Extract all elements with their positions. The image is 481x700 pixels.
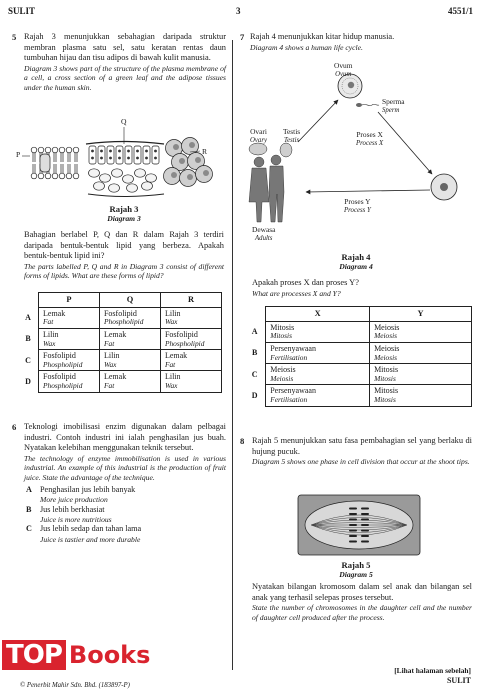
question-number: 8 xyxy=(240,436,245,446)
question-text-ms: Rajah 5 menunjukkan satu fasa pembahagian sel yang berlaku di hujung pucuk. xyxy=(252,436,472,456)
option-cell xyxy=(39,350,100,371)
question-number: 6 xyxy=(12,422,17,432)
question-6 xyxy=(8,422,226,544)
cell-text-ms: Lemak xyxy=(103,372,127,382)
column-header-x: X xyxy=(266,307,370,322)
question-number: 7 xyxy=(240,32,245,42)
cell-text-en: Phospholipid xyxy=(43,380,83,390)
option-text-ms: Penghasilan jus lebih banyak xyxy=(40,484,136,494)
option-cell xyxy=(39,371,100,392)
topbooks-watermark xyxy=(2,640,150,670)
cell-text-en: Wax xyxy=(43,338,56,348)
question-prompt-ms: Apakah proses X dan proses Y? xyxy=(252,278,359,287)
question-5-options-table xyxy=(22,292,222,393)
arrow-to-gametes xyxy=(298,100,338,142)
cell-text-en: Phospholipid xyxy=(43,359,83,369)
option-row xyxy=(22,371,222,392)
cell-text-ms: Mitosis xyxy=(270,322,295,332)
caption-ms: Rajah 3 xyxy=(109,204,139,214)
question-5 xyxy=(8,32,226,93)
diagram-3-figure xyxy=(14,118,224,203)
cell-text-en: Fertilisation xyxy=(270,352,308,362)
option-row xyxy=(22,307,222,328)
option-cell xyxy=(370,385,472,406)
caption-en: Diagram 4 xyxy=(339,262,373,272)
option-cell xyxy=(160,371,221,392)
question-7 xyxy=(240,32,472,52)
cell-text-en: Fat xyxy=(164,359,176,369)
header-sulit: SULIT xyxy=(8,6,36,16)
option-letter: C xyxy=(26,524,32,534)
question-prompt-ms: Nyatakan bilangan kromosom dalam sel anak dan bilangan sel anak yang terhasil selepas proses tersebut. xyxy=(252,582,472,602)
caption-ms: Rajah 4 xyxy=(341,252,371,262)
question-prompt-en: State the number of chromosomes in the daughter cell and the number of daughter cell produced after the process. xyxy=(252,603,472,622)
option-letter: C xyxy=(251,369,258,379)
cell-text-ms: Lemak xyxy=(43,308,66,318)
caption-en: Diagram 5 xyxy=(339,570,373,580)
option-cell xyxy=(370,343,472,364)
cell-text-en: Phospholipid xyxy=(103,317,144,327)
cell-text-ms: Meiosis xyxy=(374,322,400,332)
cell-text-ms: Mitosis xyxy=(374,386,399,396)
question-8-prompt xyxy=(252,582,472,622)
diagram-5-figure xyxy=(297,494,421,556)
option-row xyxy=(248,321,472,342)
cell-text-ms: Fosfolipid xyxy=(43,372,76,382)
question-5-prompt xyxy=(24,230,224,281)
option-letter: C xyxy=(25,355,31,365)
cell-text-ms: Fosfolipid xyxy=(43,351,76,361)
diagram-5-caption xyxy=(240,560,472,580)
question-text-ms: Teknologi imobilisasi enzim digunakan dalam pelbagai industri. Contoh industri ini ialah penghasilan jus buah. Nyatakan kelebihan menggunakan teknik tersebut. xyxy=(24,422,226,453)
option-text-ms: Jus lebih berkhasiat xyxy=(40,504,105,514)
option-cell xyxy=(39,329,100,350)
option-cell xyxy=(39,307,100,328)
page-number: 3 xyxy=(236,6,241,16)
cell-text-ms: Persenyawaan xyxy=(270,344,316,354)
option-cell xyxy=(160,350,221,371)
option-cell xyxy=(160,329,221,350)
publisher-credit: © Penerbit Mahir Sdn. Bhd. (183897-P) xyxy=(20,682,130,689)
cell-text-ms: Lemak xyxy=(164,351,188,361)
question-text-en: The technology of enzyme immobilisation is used in various industrial. An example of this industrial is the production of fruit juice. State the advantage of the technique. xyxy=(24,453,226,483)
question-7-prompt xyxy=(252,278,472,298)
cell-text-en: Mitosis xyxy=(374,373,396,383)
option-cell xyxy=(370,321,472,342)
sperm-cell xyxy=(356,103,362,107)
option-a xyxy=(26,485,226,505)
option-cell xyxy=(266,321,370,342)
ovary-testis-drawing xyxy=(249,143,292,157)
cell-text-en: Wax xyxy=(164,380,178,390)
cell-text-en: Fat xyxy=(103,338,115,348)
question-6-options xyxy=(26,485,226,545)
label-process-x: Proses X Process X xyxy=(356,130,384,147)
column-divider xyxy=(232,40,233,670)
option-letter: A xyxy=(251,327,258,337)
cell-text-en: Mitosis xyxy=(270,331,292,341)
watermark-top: TOP xyxy=(2,640,66,670)
cell-text-en: Meiosis xyxy=(270,373,294,383)
label-testis: Testis Testis xyxy=(283,127,301,144)
cell-text-en: Wax xyxy=(103,359,117,369)
cell-text-en: Wax xyxy=(164,317,178,327)
column-header-q: Q xyxy=(99,293,160,308)
option-c xyxy=(26,524,226,544)
footer-sulit: SULIT xyxy=(446,676,471,685)
cell-text-ms: Mitosis xyxy=(374,365,399,375)
cell-text-ms: Lemak xyxy=(103,330,127,340)
cell-text-ms: Meiosis xyxy=(374,344,400,354)
cell-text-ms: Lilin xyxy=(164,308,181,318)
cell-text-en: Fat xyxy=(43,317,54,327)
label-sperma: Sperma Sperm xyxy=(382,97,405,114)
question-text-en: Diagram 5 shows one phase in cell division that occur at the shoot tips. xyxy=(252,457,470,467)
diagram-4-caption xyxy=(240,252,472,272)
arrow-process-y xyxy=(306,190,430,192)
option-letter: D xyxy=(25,376,31,386)
cell-text-en: Meiosis xyxy=(374,331,398,341)
option-row xyxy=(248,343,472,364)
option-letter: B xyxy=(251,348,258,358)
cell-text-ms: Lilin xyxy=(164,372,181,382)
question-prompt-en: What are processes X and Y? xyxy=(252,288,341,298)
next-page-note: [Lihat halaman sebelah] xyxy=(394,666,471,675)
option-text-en: Juice is tastier and more durable xyxy=(40,534,141,544)
diagram-3-caption xyxy=(24,204,224,224)
label-p: P xyxy=(16,150,21,159)
watermark-books: Books xyxy=(68,641,151,669)
cell-text-ms: Fosfolipid xyxy=(164,330,198,340)
cell-text-ms: Persenyawaan xyxy=(270,386,316,396)
option-cell xyxy=(99,307,160,328)
option-cell xyxy=(266,343,370,364)
cell-text-ms: Meiosis xyxy=(270,365,296,375)
option-cell xyxy=(266,385,370,406)
option-row xyxy=(22,350,222,371)
cell-text-en: Fertilisation xyxy=(270,394,308,404)
caption-en: Diagram 3 xyxy=(107,214,141,224)
question-text-ms: Rajah 4 menunjukkan kitar hidup manusia. xyxy=(250,32,395,41)
adults-figure xyxy=(249,155,284,222)
column-header-r: R xyxy=(160,293,221,308)
cell-text-en: Meiosis xyxy=(374,352,398,362)
label-q: Q xyxy=(121,117,127,126)
caption-ms: Rajah 5 xyxy=(341,560,371,570)
column-header-y: Y xyxy=(370,307,472,322)
option-letter: D xyxy=(251,390,258,400)
label-r: R xyxy=(202,147,208,156)
adipose-tissue-drawing xyxy=(164,138,213,187)
option-letter: B xyxy=(25,334,31,344)
cell-text-ms: Lilin xyxy=(103,351,120,361)
option-cell xyxy=(99,371,160,392)
label-process-y: Proses Y Process Y xyxy=(344,197,371,214)
option-b xyxy=(26,505,226,525)
cell-text-ms: Lilin xyxy=(43,330,59,340)
option-text-ms: Jus lebih sedap dan tahan lama xyxy=(40,524,142,534)
question-prompt-en: The parts labelled P, Q and R in Diagram 3 consist of different forms of lipids. What are these forms of lipid? xyxy=(24,261,224,281)
question-prompt-ms: Bahagian berlabel P, Q dan R dalam Rajah 3 terdiri daripada bentuk-bentuk lipid yang berbeza. Apakah bentuk-bentuk lipid ini? xyxy=(24,230,224,261)
label-dewasa: Dewasa Adults xyxy=(252,225,276,242)
question-8 xyxy=(240,436,472,467)
cell-text-en: Fat xyxy=(103,380,115,390)
option-cell xyxy=(99,350,160,371)
option-letter: A xyxy=(25,313,31,323)
option-cell xyxy=(160,307,221,328)
plasma-membrane-drawing xyxy=(31,147,79,179)
question-text-en: Diagram 3 shows part of the structure of the plasma membrane of a cell, a cross section of a green leaf and the adipose tissues under the human skin. xyxy=(24,63,226,93)
arrow-process-x xyxy=(378,112,432,174)
question-text-ms: Rajah 3 menunjukkan sebahagian daripada struktur membran plasma satu sel, satu keratan rentas daun tumbuhan hijau dan tisu adipos di bawah kulit manusia. xyxy=(24,32,226,63)
diagram-4-figure xyxy=(238,62,476,244)
option-row xyxy=(22,329,222,350)
leaf-cross-section-drawing xyxy=(86,142,164,197)
question-text-en: Diagram 4 shows a human life cycle. xyxy=(250,42,363,52)
option-cell xyxy=(266,364,370,385)
option-letter: B xyxy=(26,504,32,514)
option-row xyxy=(248,385,472,406)
option-row xyxy=(248,364,472,385)
option-text-en: More juice production xyxy=(40,494,108,504)
cell-text-en: Mitosis xyxy=(374,394,396,404)
label-ovari: Ovari Ovary xyxy=(250,127,267,144)
label-ovum: Ovum Ovum xyxy=(334,61,353,78)
paper-code: 4551/1 xyxy=(447,6,473,16)
question-number: 5 xyxy=(12,32,17,42)
option-letter: A xyxy=(26,484,32,494)
option-cell xyxy=(99,329,160,350)
column-header-p: P xyxy=(39,293,100,308)
cell-text-en: Phospholipid xyxy=(164,338,205,348)
question-7-options-table xyxy=(248,306,472,407)
option-cell xyxy=(370,364,472,385)
option-text-en: Juice is more nutritious xyxy=(40,514,112,524)
cell-text-ms: Fosfolipid xyxy=(103,308,137,318)
